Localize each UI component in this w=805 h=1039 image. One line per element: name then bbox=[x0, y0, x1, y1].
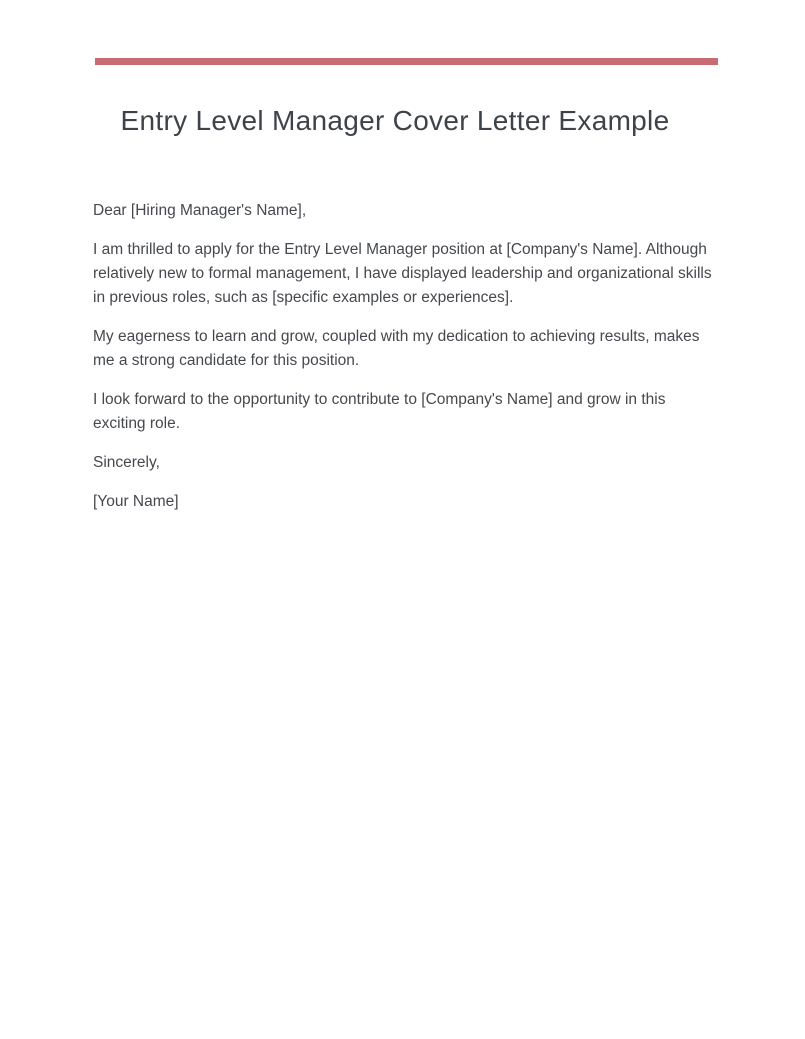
page-title: Entry Level Manager Cover Letter Example bbox=[120, 105, 670, 136]
letter-body bbox=[93, 199, 715, 529]
top-accent-bar bbox=[95, 58, 718, 65]
letter-signature: [Your Name] bbox=[93, 493, 179, 510]
letter-paragraph-3: I look forward to the opportunity to contribute to [Company's Name] and grow in this exciting role. bbox=[93, 391, 666, 432]
letter-paragraph-2: My eagerness to learn and grow, coupled with my dedication to achieving results, makes me a strong candidate for this position. bbox=[93, 328, 700, 369]
letter-paragraph-1: I am thrilled to apply for the Entry Level Manager position at [Company's Name]. Although relatively new to formal management, I have displayed leadership and organizational skills in previous roles, such as [specific examples or experiences]. bbox=[93, 241, 712, 306]
letter-greeting: Dear [Hiring Manager's Name], bbox=[93, 202, 307, 219]
letter-closing: Sincerely, bbox=[93, 454, 160, 471]
